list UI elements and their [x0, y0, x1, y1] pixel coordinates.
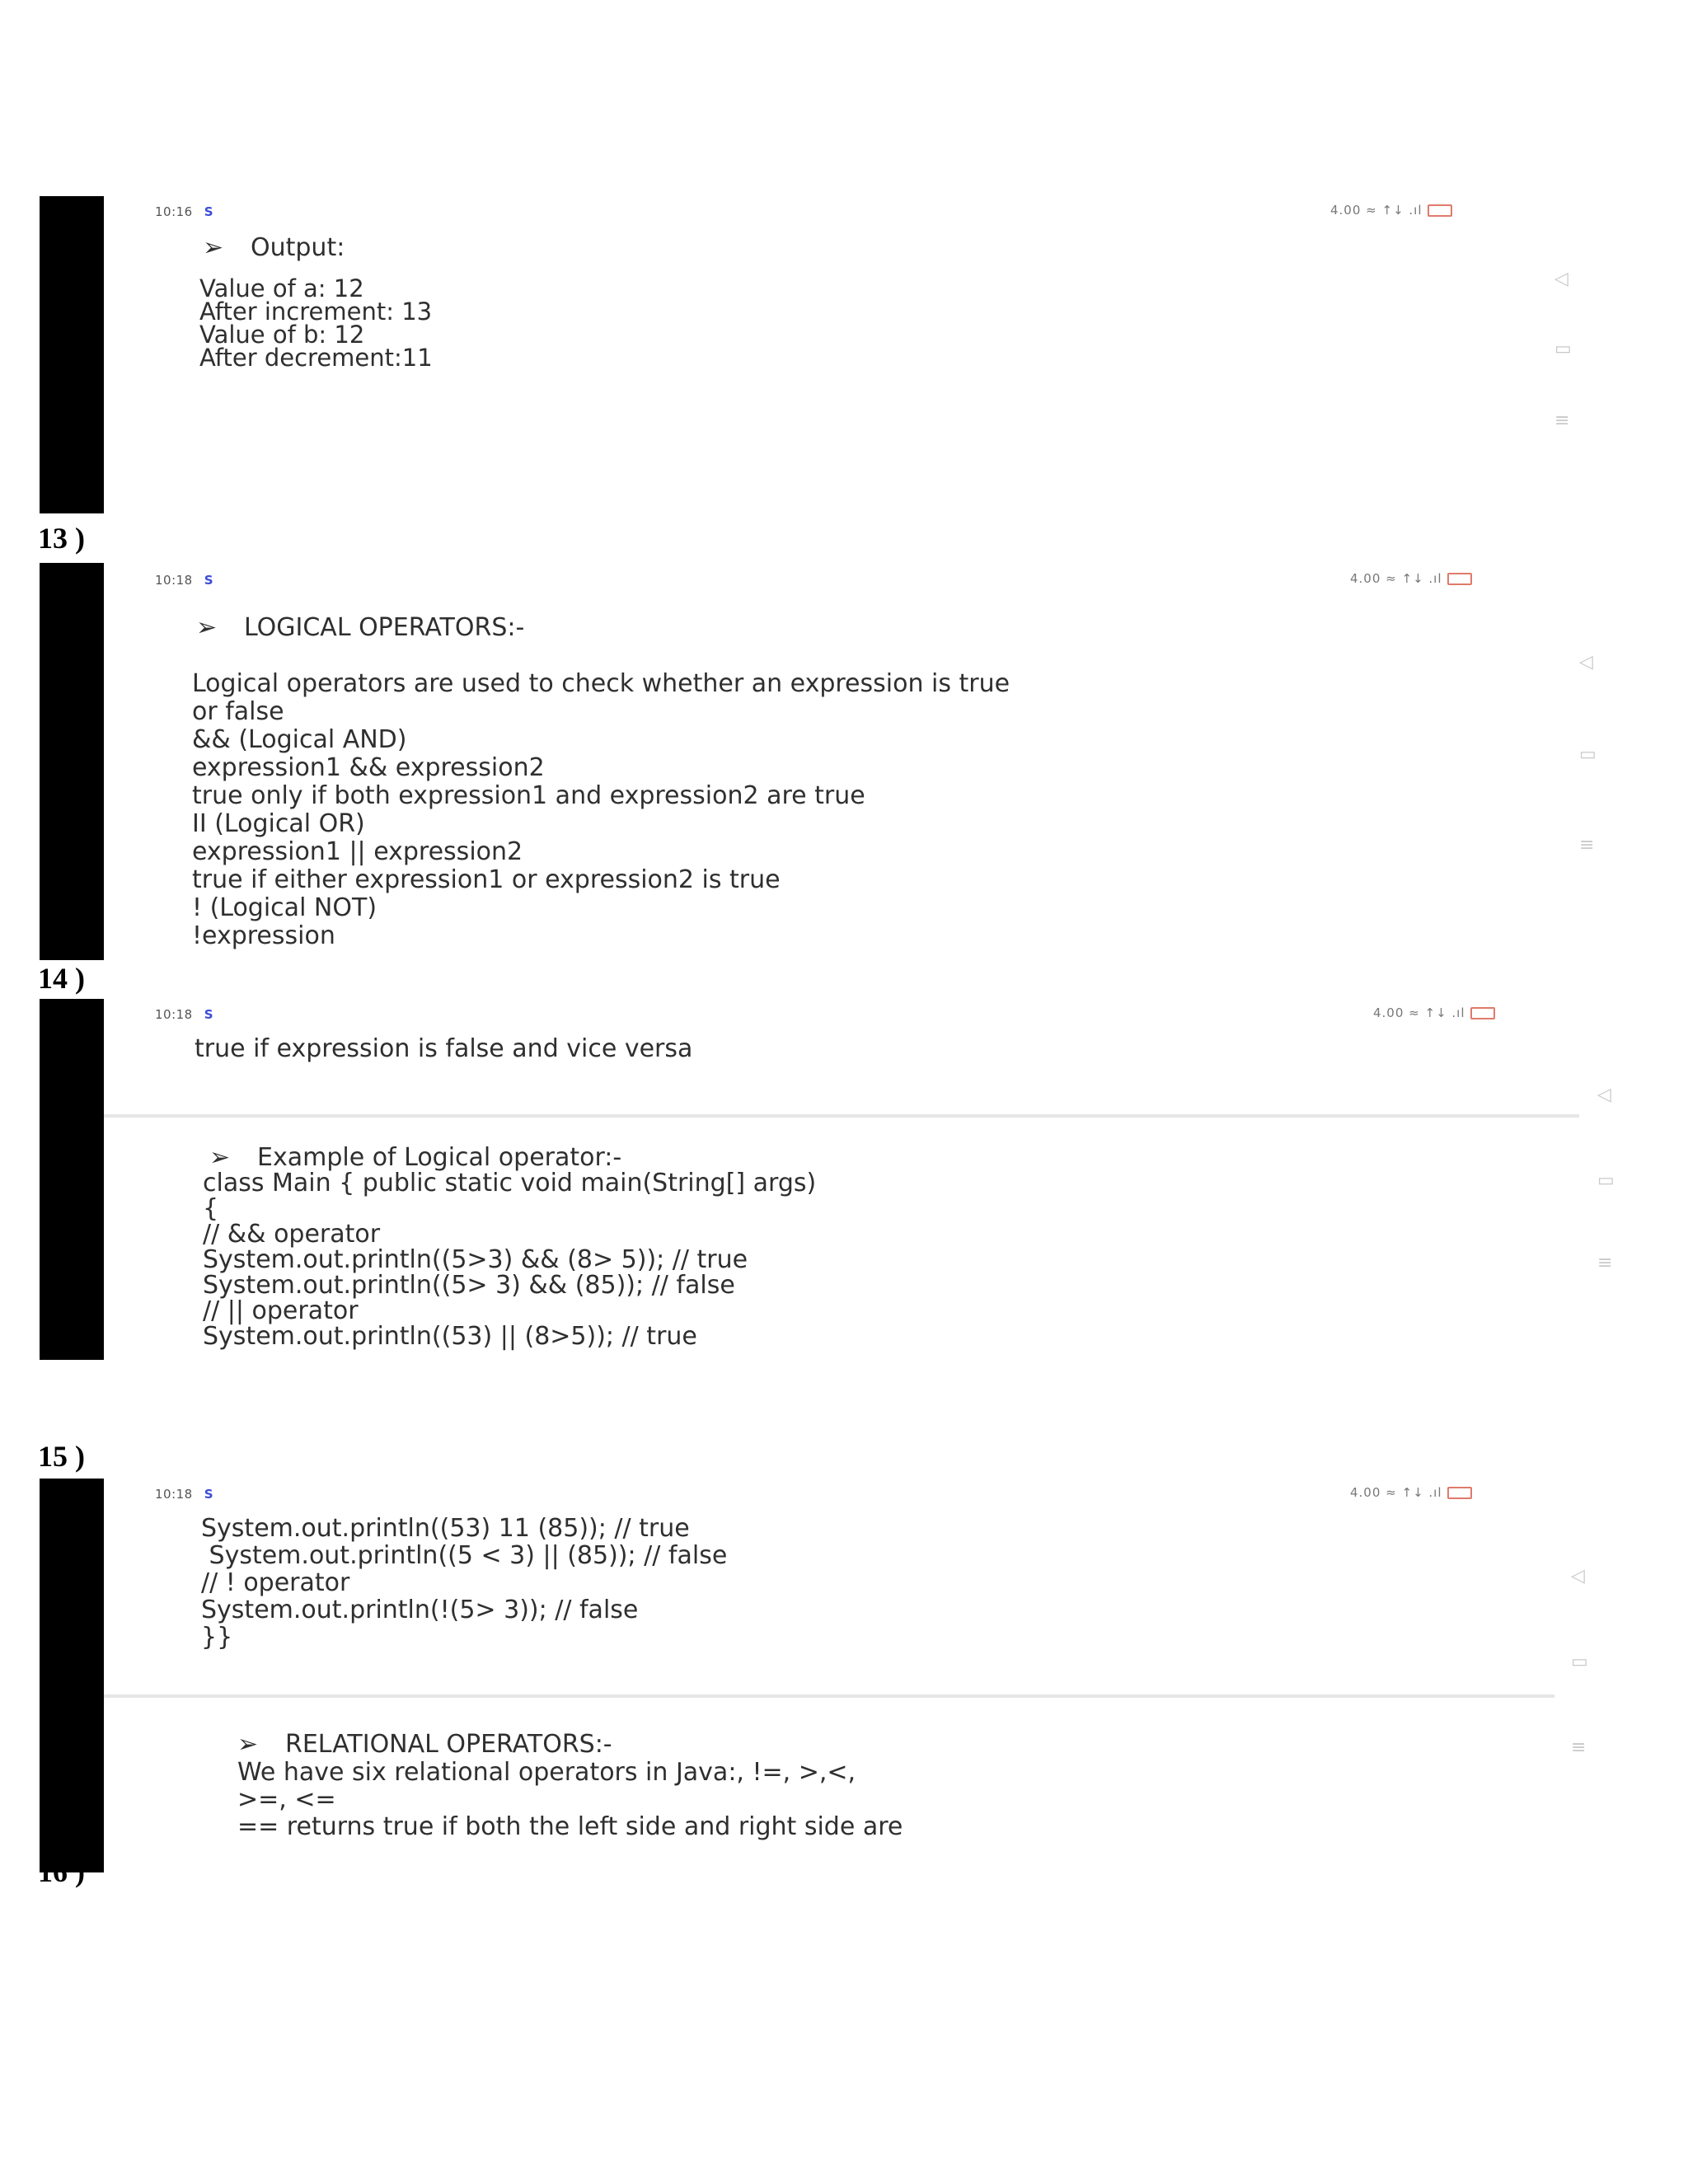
- black-bar: [40, 1479, 104, 1872]
- section-number: 15 ): [38, 1440, 85, 1473]
- code-line: System.out.println((5> 3) && (85)); // false: [203, 1271, 735, 1300]
- home-square-icon[interactable]: ▭: [1571, 1652, 1588, 1672]
- menu-lines-icon[interactable]: ≡: [1554, 410, 1570, 431]
- code-line: // || operator: [203, 1296, 359, 1325]
- code-line: // && operator: [203, 1220, 381, 1249]
- text-line: !expression: [192, 921, 335, 950]
- menu-lines-icon[interactable]: ≡: [1571, 1737, 1587, 1758]
- text-line: II (Logical OR): [192, 809, 365, 838]
- black-bar: [40, 196, 104, 513]
- arrow-bullet-icon: ➢: [203, 233, 224, 262]
- text-line: true if either expression1 or expression2 is true: [192, 865, 781, 894]
- clock: 10:18 S: [155, 1007, 214, 1022]
- output-heading: ➢ Output:: [203, 233, 345, 262]
- text-line: >=, <=: [237, 1785, 336, 1814]
- screenshot-output: [104, 196, 1604, 513]
- text-line: expression1 || expression2: [192, 837, 523, 866]
- code-line: System.out.println(!(5> 3)); // false: [201, 1596, 639, 1624]
- output-line: After increment: 13: [199, 298, 433, 326]
- code-line: class Main { public static void main(String[] args): [203, 1169, 817, 1197]
- text-line: == returns true if both the left side and right side are: [237, 1812, 903, 1841]
- arrow-bullet-icon: ➢: [196, 613, 218, 642]
- menu-lines-icon[interactable]: ≡: [1579, 835, 1595, 855]
- screenshot-logical-example: [104, 999, 1615, 1360]
- section-heading: ➢ LOGICAL OPERATORS:-: [196, 613, 525, 642]
- output-line: Value of a: 12: [199, 274, 364, 302]
- section-number: 14 ): [38, 962, 85, 995]
- status-icons: 4.00 ≈ ↑↓ .ıl: [1330, 203, 1452, 218]
- back-triangle-icon[interactable]: ◁: [1554, 269, 1568, 289]
- clock: 10:18 S: [155, 1487, 214, 1502]
- section-heading: ➢ Example of Logical operator:-: [209, 1143, 622, 1172]
- screenshot-relational-operators: [104, 1479, 1604, 1872]
- text-line: expression1 && expression2: [192, 753, 545, 782]
- section-divider: [104, 1694, 1554, 1698]
- status-icons: 4.00 ≈ ↑↓ .ıl: [1373, 1005, 1495, 1020]
- text-line: Logical operators are used to check whether an expression is true: [192, 669, 1010, 698]
- clock: 10:18 S: [155, 573, 214, 588]
- back-triangle-icon[interactable]: ◁: [1579, 652, 1593, 673]
- arrow-bullet-icon: ➢: [209, 1143, 231, 1172]
- text-line: or false: [192, 697, 284, 726]
- code-line: }}: [201, 1623, 233, 1652]
- screenshot-logical-operators: [104, 563, 1604, 960]
- home-square-icon[interactable]: ▭: [1597, 1170, 1615, 1191]
- code-line: {: [203, 1194, 219, 1223]
- text-line: && (Logical AND): [192, 725, 407, 754]
- clock: 10:16 S: [155, 204, 214, 219]
- menu-lines-icon[interactable]: ≡: [1597, 1253, 1613, 1273]
- text-line: We have six relational operators in Java:, !=, >,<,: [237, 1758, 856, 1787]
- text-line: true only if both expression1 and expression2 are true: [192, 781, 865, 810]
- section-divider: [104, 1114, 1579, 1118]
- back-triangle-icon[interactable]: ◁: [1571, 1566, 1585, 1586]
- output-line: Value of b: 12: [199, 321, 365, 349]
- code-line: System.out.println((5 < 3) || (85)); // false: [201, 1541, 728, 1570]
- black-bar: [40, 563, 104, 960]
- arrow-bullet-icon: ➢: [237, 1730, 259, 1759]
- section-number: 16 ): [38, 1855, 85, 1888]
- back-triangle-icon[interactable]: ◁: [1597, 1085, 1611, 1105]
- home-square-icon[interactable]: ▭: [1554, 339, 1572, 359]
- text-line: true if expression is false and vice versa: [195, 1034, 693, 1063]
- status-icons: 4.00 ≈ ↑↓ .ıl: [1350, 1485, 1472, 1500]
- home-square-icon[interactable]: ▭: [1579, 744, 1597, 765]
- code-line: // ! operator: [201, 1568, 350, 1597]
- section-number: 13 ): [38, 522, 85, 555]
- code-line: System.out.println((53) 11 (85)); // true: [201, 1514, 690, 1543]
- status-icons: 4.00 ≈ ↑↓ .ıl: [1350, 571, 1472, 586]
- code-line: System.out.println((5>3) && (8> 5)); // true: [203, 1245, 748, 1274]
- code-line: System.out.println((53) || (8>5)); // true: [203, 1322, 697, 1351]
- output-line: After decrement:11: [199, 344, 433, 372]
- text-line: ! (Logical NOT): [192, 893, 377, 922]
- section-heading: ➢ RELATIONAL OPERATORS:-: [237, 1730, 612, 1759]
- black-bar: [40, 999, 104, 1360]
